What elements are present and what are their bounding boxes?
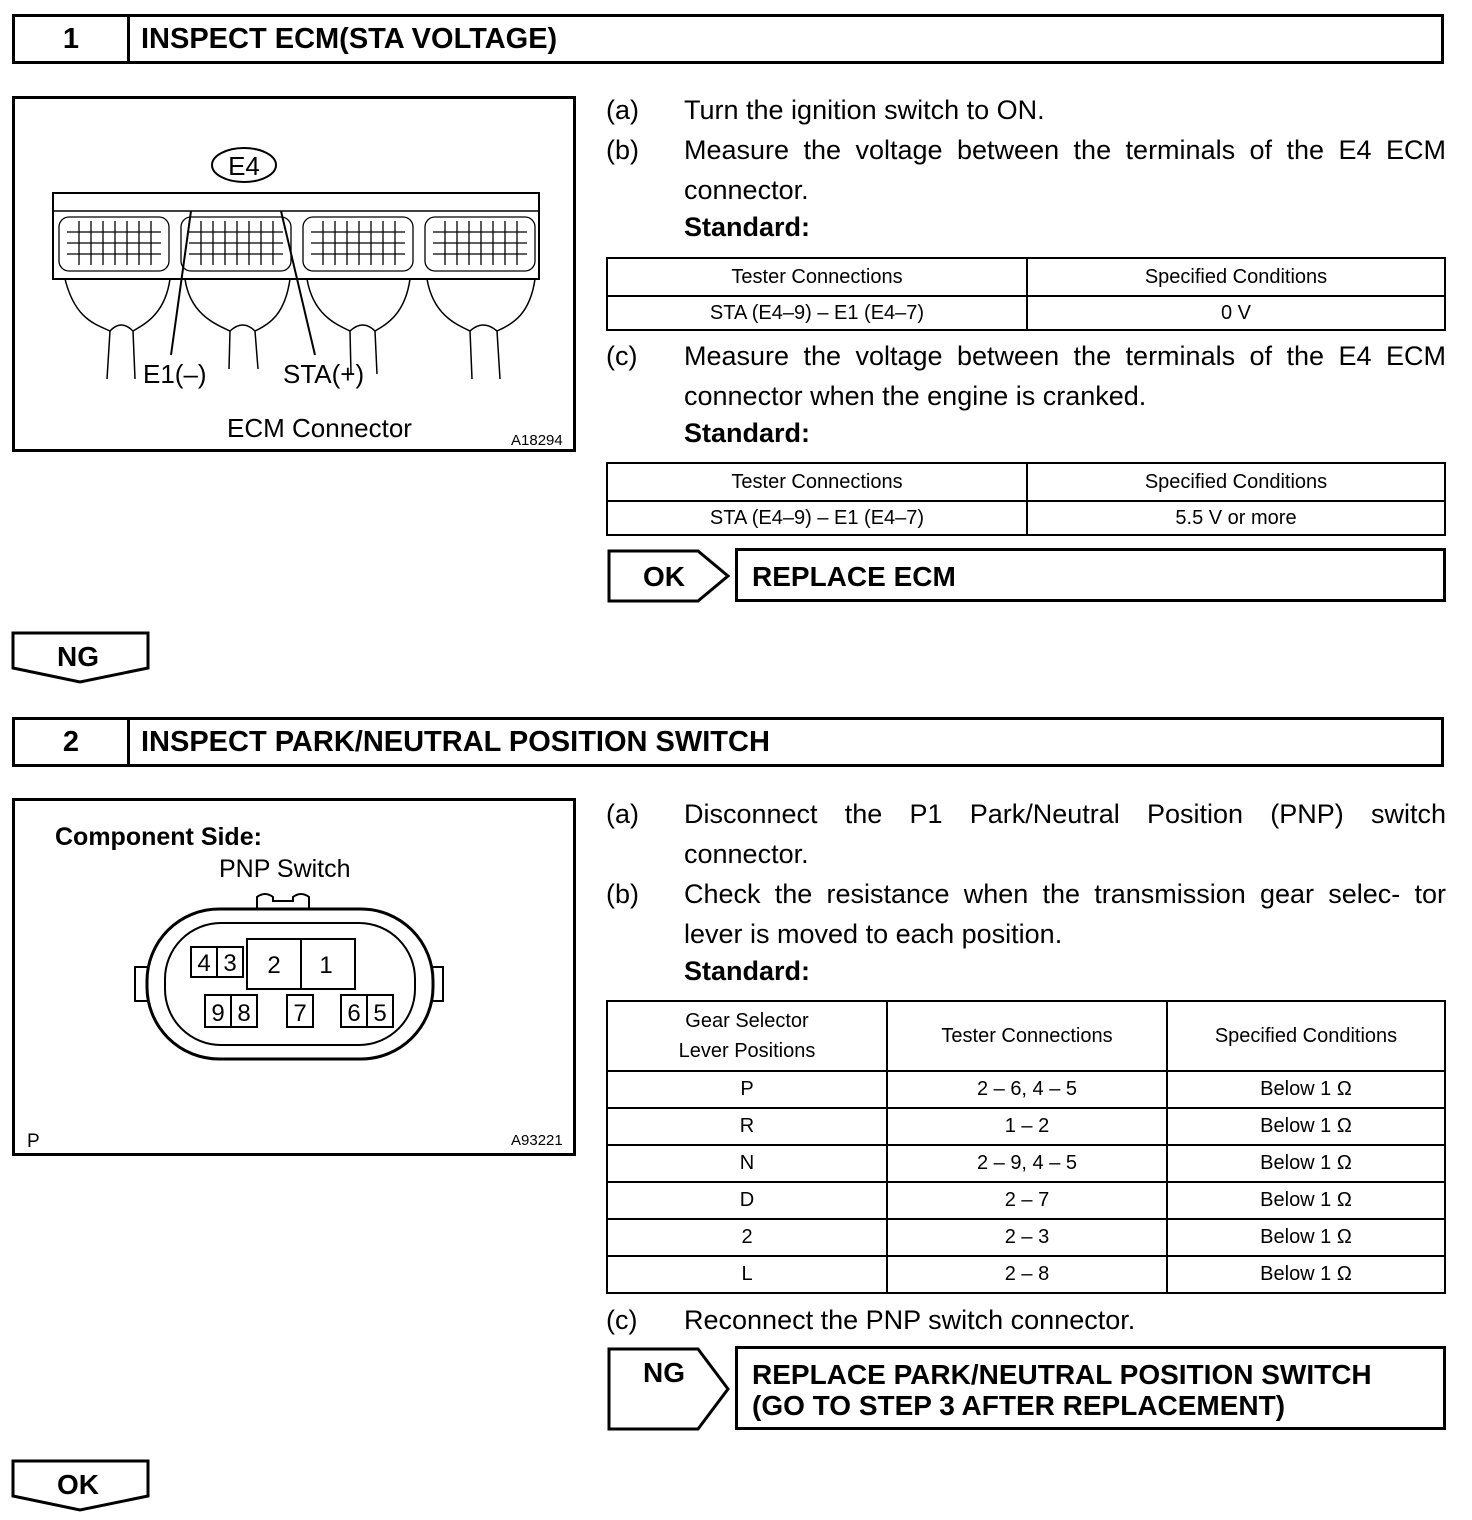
ng-tag-label: NG xyxy=(643,1357,685,1388)
table-row xyxy=(607,1108,1445,1145)
step-text: Reconnect the PNP switch connector. xyxy=(684,1305,1136,1335)
table-cell: 2 – 7 xyxy=(887,1182,1167,1219)
ng-flow-arrow xyxy=(10,630,152,686)
ok-arrow-tag xyxy=(606,548,734,604)
component-side-label: Component Side: xyxy=(55,823,262,851)
table-cell: 2 – 9, 4 – 5 xyxy=(887,1145,1167,1182)
table-cell: Below 1 Ω xyxy=(1167,1219,1445,1256)
table-header xyxy=(607,1001,887,1071)
step-label: (c) xyxy=(606,341,638,371)
section2-number: 2 xyxy=(15,720,130,764)
table-cell: P xyxy=(607,1071,887,1108)
terminal-8: 8 xyxy=(237,1000,251,1027)
step-text: Measure the voltage between the terminals of the E4 ECM connector when the engine is cranked. xyxy=(684,341,1446,411)
section2-title: INSPECT PARK/NEUTRAL POSITION SWITCH xyxy=(141,725,770,758)
step-label: (c) xyxy=(606,1305,638,1335)
sta-terminal-label: STA(+) xyxy=(283,359,365,389)
table-cell: 5.5 V or more xyxy=(1027,501,1445,535)
table-cell: 2 – 6, 4 – 5 xyxy=(887,1071,1167,1108)
table-header: Tester Connections xyxy=(887,1001,1167,1071)
pnp-resistance-table xyxy=(606,1000,1446,1294)
section1-header xyxy=(12,14,1444,64)
table-cell: 2 – 3 xyxy=(887,1219,1167,1256)
table-cell: L xyxy=(607,1256,887,1293)
table-cell: Below 1 Ω xyxy=(1167,1071,1445,1108)
standard-label: Standard: xyxy=(684,956,811,986)
section2-step-a xyxy=(606,794,1446,874)
ecm-connector-figure xyxy=(12,96,576,452)
step-text: Turn the ignition switch to ON. xyxy=(684,95,1045,125)
figure-caption: ECM Connector xyxy=(227,413,412,443)
table-cell: Below 1 Ω xyxy=(1167,1145,1445,1182)
section1-step-c xyxy=(606,336,1446,416)
table-cell: 2 xyxy=(607,1219,887,1256)
standard-label: Standard: xyxy=(684,212,811,242)
replace-pnp-switch-box xyxy=(735,1346,1446,1430)
step-label: (b) xyxy=(606,879,639,909)
pnp-switch-figure xyxy=(12,798,576,1156)
figure-code: A18294 xyxy=(511,432,563,449)
table-cell: STA (E4–9) – E1 (E4–7) xyxy=(607,296,1027,330)
section1-spec-table-1 xyxy=(606,257,1446,331)
table-row xyxy=(607,1182,1445,1219)
table-cell: 1 – 2 xyxy=(887,1108,1167,1145)
ok-flow-label: OK xyxy=(57,1469,99,1500)
pnp-switch-label: PNP Switch xyxy=(219,855,351,883)
table-cell: Below 1 Ω xyxy=(1167,1256,1445,1293)
terminal-1: 1 xyxy=(319,952,333,979)
replace-ecm-box xyxy=(735,548,1446,602)
table-cell: 2 – 8 xyxy=(887,1256,1167,1293)
section2-header xyxy=(12,717,1444,767)
table-cell: N xyxy=(607,1145,887,1182)
step-text: Check the resistance when the transmission gear selec- tor lever is moved to each position. xyxy=(684,879,1446,949)
terminal-9: 9 xyxy=(211,1000,225,1027)
section1-number: 1 xyxy=(15,17,130,61)
table-header: Specified Conditions xyxy=(1167,1001,1445,1071)
table-row xyxy=(607,1219,1445,1256)
result-action-line: (GO TO STEP 3 AFTER REPLACEMENT) xyxy=(752,1390,1286,1421)
terminal-5: 5 xyxy=(373,1000,387,1027)
table-header: Tester Connections xyxy=(607,463,1027,501)
section1-title: INSPECT ECM(STA VOLTAGE) xyxy=(141,22,558,55)
table-cell: Below 1 Ω xyxy=(1167,1182,1445,1219)
standard-label: Standard: xyxy=(684,418,811,448)
ng-flow-label: NG xyxy=(57,641,99,672)
terminal-6: 6 xyxy=(347,1000,361,1027)
connector-id-label: E4 xyxy=(228,151,260,181)
table-cell: 0 V xyxy=(1027,296,1445,330)
table-cell: D xyxy=(607,1182,887,1219)
table-row xyxy=(607,1071,1445,1108)
table-cell: STA (E4–9) – E1 (E4–7) xyxy=(607,501,1027,535)
table-header: Specified Conditions xyxy=(1027,258,1445,296)
table-row xyxy=(607,1145,1445,1182)
ok-tag-label: OK xyxy=(643,561,685,592)
table-cell: Below 1 Ω xyxy=(1167,1108,1445,1145)
e1-terminal-label: E1(–) xyxy=(143,359,207,389)
ok-flow-arrow xyxy=(10,1458,152,1514)
terminal-3: 3 xyxy=(223,950,237,977)
pnp-connector-diagram xyxy=(15,801,573,1153)
table-row xyxy=(607,1256,1445,1293)
section2-step-b xyxy=(606,874,1446,954)
section1-spec-table-2 xyxy=(606,462,1446,536)
table-header: Tester Connections xyxy=(607,258,1027,296)
table-cell: R xyxy=(607,1108,887,1145)
section1-step-b xyxy=(606,130,1446,210)
ecm-connector-diagram xyxy=(15,99,573,449)
header-line: Lever Positions xyxy=(678,1040,816,1062)
table-header: Specified Conditions xyxy=(1027,463,1445,501)
step-text: Disconnect the P1 Park/Neutral Position (PNP) switch connector. xyxy=(684,799,1446,869)
header-line: Gear Selector xyxy=(685,1010,809,1032)
step-label: (b) xyxy=(606,135,639,165)
ng-arrow-tag xyxy=(606,1346,734,1432)
result-action: REPLACE ECM xyxy=(752,561,956,592)
step-label: (a) xyxy=(606,95,639,125)
figure-corner-label: P xyxy=(27,1131,40,1152)
step-label: (a) xyxy=(606,799,639,829)
terminal-2: 2 xyxy=(267,952,281,979)
terminal-7: 7 xyxy=(293,1000,307,1027)
result-action-line: REPLACE PARK/NEUTRAL POSITION SWITCH xyxy=(752,1359,1372,1390)
step-text: Measure the voltage between the terminals of the E4 ECM connector. xyxy=(684,135,1446,205)
figure-code: A93221 xyxy=(511,1132,563,1149)
terminal-4: 4 xyxy=(197,950,211,977)
